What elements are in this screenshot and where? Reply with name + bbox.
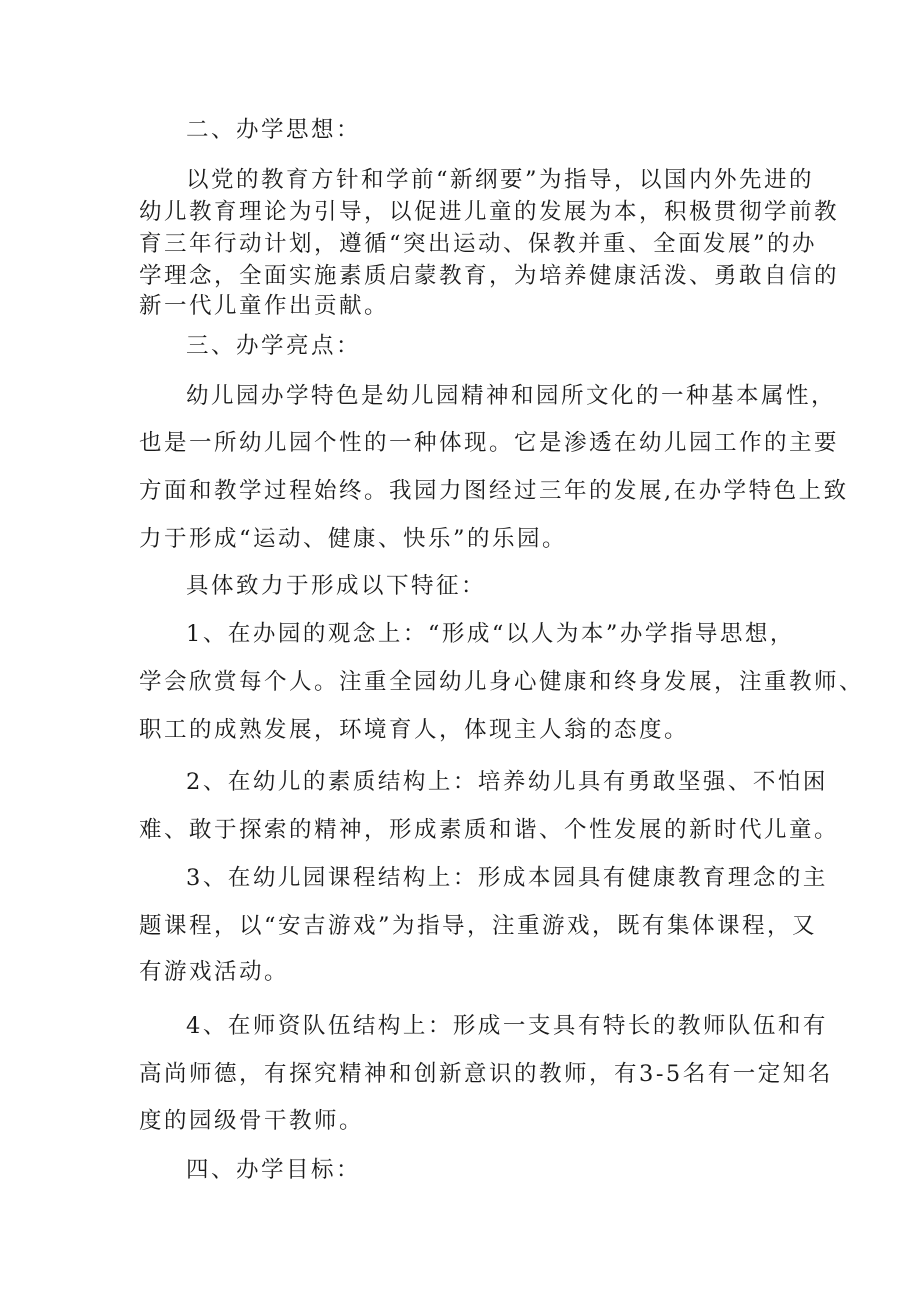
feature-item-line: 度的园级骨干教师。 <box>139 1108 365 1134</box>
feature-item-line: 1、在办园的观念上：“形成“以人为本”办学指导思想， <box>186 621 795 647</box>
feature-item-line: 题课程，以“安吉游戏”为指导，注重游戏，既有集体课程，又 <box>139 913 818 939</box>
feature-item-line: 有游戏活动。 <box>139 959 290 985</box>
section-heading-highlights: 三、办学亮点： <box>186 333 362 359</box>
feature-item-line: 难、敢于探索的精神，形成素质和谐、个性发展的新时代儿童。 <box>139 817 840 843</box>
features-intro: 具体致力于形成以下特征： <box>186 573 487 599</box>
paragraph-line: 育三年行动计划，遵循“突出运动、保教并重、全面发展”的办 <box>139 231 818 257</box>
feature-item-line: 职工的成熟发展，环境育人，体现主人翁的态度。 <box>139 717 690 743</box>
paragraph-line: 力于形成“运动、健康、快乐”的乐园。 <box>139 526 568 552</box>
section-heading-goals: 四、办学目标： <box>186 1157 362 1183</box>
paragraph-line: 幼儿园办学特色是幼儿园精神和园所文化的一种基本属性， <box>186 383 837 409</box>
paragraph-line: 以党的教育方针和学前“新纲要”为指导，以国内外先进的 <box>186 167 815 193</box>
feature-item-line: 2、在幼儿的素质结构上：培养幼儿具有勇敢坚强、不怕困 <box>186 769 828 795</box>
feature-item-line: 高尚师德，有探究精神和创新意识的教师，有3-5名有一定知名 <box>139 1061 833 1087</box>
feature-item-line: 3、在幼儿园课程结构上：形成本园具有健康教育理念的主 <box>186 865 828 891</box>
feature-item-line: 4、在师资队伍结构上：形成一支具有特长的教师队伍和有 <box>186 1013 828 1039</box>
paragraph-line: 也是一所幼儿园个性的一种体现。它是渗透在幼儿园工作的主要 <box>139 430 840 456</box>
feature-item-line: 学会欣赏每个人。注重全园幼儿身心健康和终身发展，注重教师、 <box>139 669 865 695</box>
paragraph-line: 幼儿教育理论为引导，以促进儿童的发展为本，积极贯彻学前教 <box>139 199 840 225</box>
paragraph-line: 新一代儿童作出贡献。 <box>139 293 390 319</box>
paragraph-line: 方面和教学过程始终。我园力图经过三年的发展,在办学特色上致 <box>139 478 849 504</box>
section-heading-philosophy: 二、办学思想： <box>186 117 362 143</box>
paragraph-line: 学理念，全面实施素质启蒙教育，为培养健康活泼、勇敢自信的 <box>139 263 840 289</box>
